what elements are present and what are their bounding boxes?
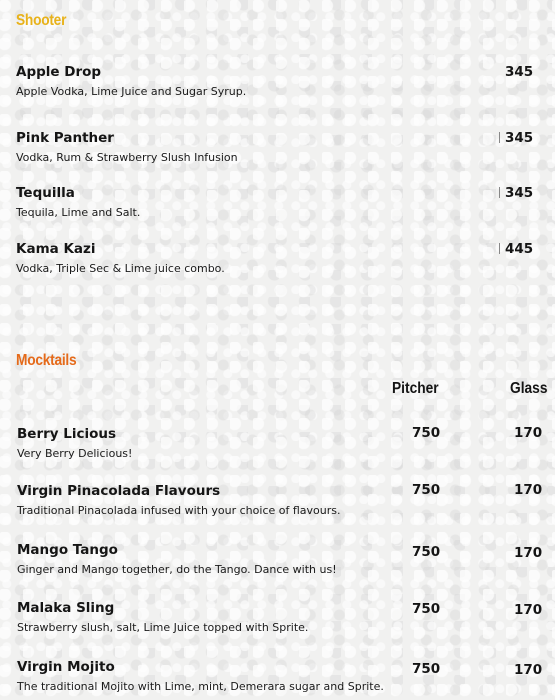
item-description: Very Berry Delicious!	[17, 447, 133, 460]
menu-item-berry-licious	[17, 426, 132, 460]
price-divider	[499, 132, 500, 143]
pitcher-price: 750	[412, 544, 441, 560]
item-price-container	[499, 185, 533, 201]
pitcher-price: 750	[412, 661, 441, 677]
item-name: Virgin Pinacolada Flavours	[17, 483, 221, 499]
shooter-section-title: Shooter	[16, 12, 67, 29]
menu-item-pink-panther	[16, 130, 238, 164]
glass-price: 170	[514, 602, 543, 618]
column-header-glass: Glass	[510, 380, 548, 397]
item-description: Apple Vodka, Lime Juice and Sugar Syrup.	[16, 85, 247, 98]
item-name: Tequilla	[16, 185, 75, 201]
item-description: Tequila, Lime and Salt.	[16, 206, 141, 219]
item-description: Traditional Pinacolada infused with your choice of flavours.	[17, 504, 341, 517]
price-divider	[499, 243, 500, 254]
mocktails-section-title: Mocktails	[16, 352, 77, 369]
item-name: Kama Kazi	[16, 241, 96, 257]
price-divider	[499, 187, 500, 198]
pitcher-price: 750	[412, 482, 441, 498]
item-description: Strawberry slush, salt, Lime Juice topped with Sprite.	[17, 621, 309, 634]
menu-item-tequilla	[16, 185, 140, 219]
item-name: Berry Licious	[17, 426, 117, 442]
item-price: 345	[505, 185, 534, 201]
menu-item-mango-tango	[17, 542, 337, 576]
glass-price: 170	[514, 662, 543, 678]
item-description: Vodka, Triple Sec & Lime juice combo.	[16, 262, 225, 275]
item-price: 345	[505, 130, 534, 146]
menu-item-apple-drop	[16, 64, 246, 98]
glass-price: 170	[514, 545, 543, 561]
item-name: Virgin Mojito	[17, 659, 115, 675]
item-description: Ginger and Mango together, do the Tango. Dance with us!	[17, 563, 337, 576]
item-name: Malaka Sling	[17, 600, 115, 616]
glass-price: 170	[514, 425, 543, 441]
item-description: Vodka, Rum & Strawberry Slush Infusion	[16, 151, 238, 164]
item-description: The traditional Mojito with Lime, mint, Demerara sugar and Sprite.	[17, 680, 384, 693]
item-price-container	[499, 241, 533, 257]
item-price: 345	[505, 64, 534, 80]
item-name: Mango Tango	[17, 542, 118, 558]
menu-item-kama-kazi	[16, 241, 225, 275]
pitcher-price: 750	[412, 425, 441, 441]
item-price: 445	[505, 241, 534, 257]
item-price-container	[499, 130, 533, 146]
item-name: Apple Drop	[16, 64, 102, 80]
item-name: Pink Panther	[16, 130, 114, 146]
menu-item-virgin-pinacolada	[17, 483, 341, 517]
column-header-pitcher: Pitcher	[392, 380, 439, 397]
glass-price: 170	[514, 482, 543, 498]
menu-item-malaka-sling	[17, 600, 308, 634]
menu-item-virgin-mojito	[17, 659, 384, 693]
pitcher-price: 750	[412, 601, 441, 617]
